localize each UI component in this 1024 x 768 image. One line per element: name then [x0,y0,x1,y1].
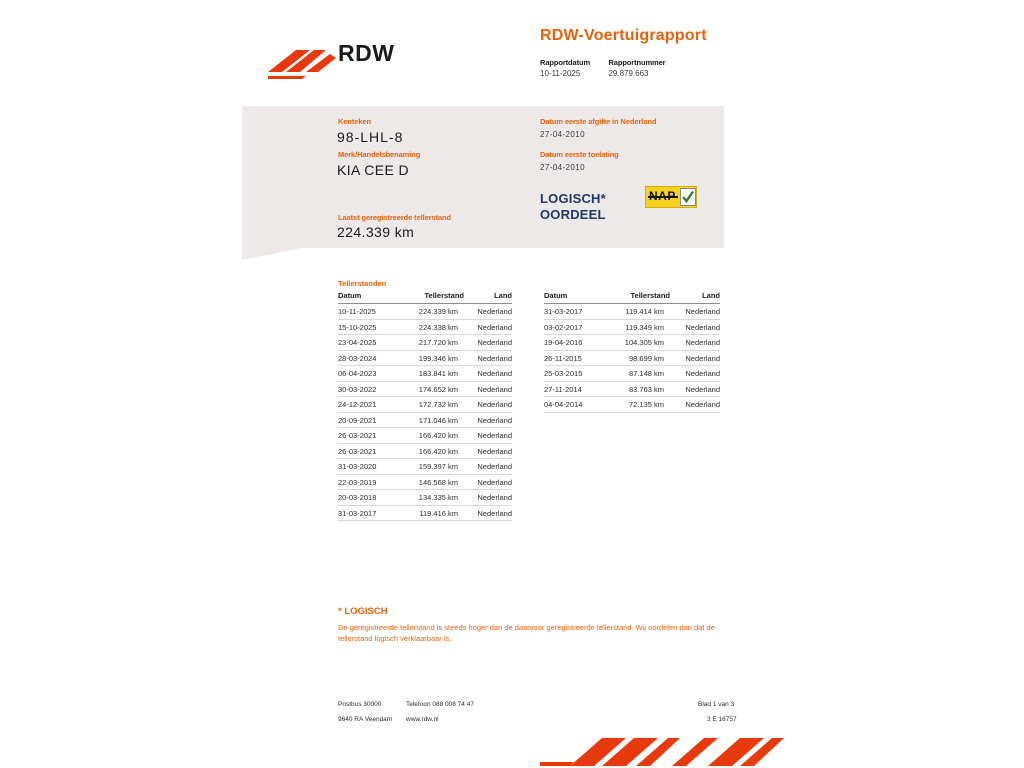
cell-datum: 19-04-2016 [544,335,602,351]
report-date-block [540,58,604,78]
cell-datum: 26-11-2015 [544,350,602,366]
cell-land: Nederland [670,319,720,335]
cell-datum: 27-11-2014 [544,381,602,397]
cell-datum: 06-04-2023 [338,366,396,382]
table-row [338,350,512,366]
cell-land: Nederland [464,443,512,459]
cell-land: Nederland [464,350,512,366]
kenteken-value: 98-LHL-8 [337,129,404,145]
column-header-land: Land [670,291,720,304]
footnote-body: De geregistreerde tellerstand is steeds hoger dan de daarvoor geregistreerde tellerstand. Wij oordelen dan dat de tellerstand logisch verklaarbaar is. [338,623,715,643]
report-number-value: 29.879.663 [608,69,649,78]
cell-datum: 31-03-2017 [338,505,396,521]
tellerstanden-table-left [338,291,512,521]
laatste-tellerstand-value: 224.339 km [337,224,415,240]
cell-datum: 23-04-2025 [338,335,396,351]
cell-datum: 31-03-2017 [544,304,602,320]
band-notch-decoration [242,248,302,260]
cell-tellerstand: 119.416 km [396,505,464,521]
nap-badge [645,186,697,208]
cell-land: Nederland [670,304,720,320]
footer-form-code: 3 E 16757 [707,716,737,723]
table-row [544,366,720,382]
vehicle-summary-band [242,106,724,248]
table-row [544,397,720,413]
brand-title: RDW [338,40,395,66]
cell-tellerstand: 224.339 km [396,304,464,320]
cell-land: Nederland [670,366,720,382]
cell-land: Nederland [670,397,720,413]
cell-tellerstand: 98.699 km [602,350,670,366]
cell-datum: 04-04-2014 [544,397,602,413]
cell-datum: 24-12-2021 [338,397,396,413]
table-row [338,490,512,506]
tellerstanden-section-title: Tellerstanden [338,279,387,288]
cell-land: Nederland [464,474,512,490]
cell-datum: 31-03-2020 [338,459,396,475]
table-row [338,505,512,521]
cell-tellerstand: 134.335 km [396,490,464,506]
column-header-land: Land [464,291,512,304]
merk-label: Merk/Handelsbenaming [338,150,421,159]
cell-tellerstand: 87.148 km [602,366,670,382]
table-row [338,397,512,413]
report-number-label: Rapportnummer [608,58,666,67]
table-row [338,428,512,444]
eerste-toelating-label: Datum eerste toelating [540,150,619,159]
table-row [544,381,720,397]
checkmark-icon [680,188,696,206]
cell-tellerstand: 119.414 km [602,304,670,320]
report-meta [540,58,760,78]
merk-value: KIA CEE D [337,162,410,178]
table-row [338,319,512,335]
cell-datum: 10-11-2025 [338,304,396,320]
cell-datum: 22-03-2019 [338,474,396,490]
cell-land: Nederland [464,335,512,351]
cell-datum: 15-10-2025 [338,319,396,335]
cell-tellerstand: 159.397 km [396,459,464,475]
cell-land: Nederland [670,350,720,366]
cell-datum: 25-03-2015 [544,366,602,382]
table-row [338,474,512,490]
report-title: RDW-Voertuigrapport [540,27,707,44]
cell-tellerstand: 146.568 km [396,474,464,490]
cell-tellerstand: 119.349 km [602,319,670,335]
rdw-arrow-logo-icon [266,46,338,80]
cell-land: Nederland [464,459,512,475]
footer-phone: Telefoon 088 008 74 47 [406,701,474,708]
cell-tellerstand: 83.763 km [602,381,670,397]
table-row [338,443,512,459]
oordeel-block [540,191,606,223]
footer-website[interactable]: www.rdw.nl [406,716,439,723]
cell-land: Nederland [464,428,512,444]
cell-land: Nederland [670,335,720,351]
cell-tellerstand: 172.732 km [396,397,464,413]
table-row [544,335,720,351]
cell-tellerstand: 171.046 km [396,412,464,428]
nap-strike-decoration [648,196,678,198]
cell-tellerstand: 166.420 km [396,428,464,444]
footnote-title: * LOGISCH [338,606,388,617]
cell-datum: 20-03-2018 [338,490,396,506]
report-date-label: Rapportdatum [540,58,591,67]
kenteken-label: Kenteken [338,117,371,126]
cell-datum: 03-02-2017 [544,319,602,335]
cell-tellerstand: 104.305 km [602,335,670,351]
column-header-datum: Datum [544,291,602,304]
cell-tellerstand: 166.420 km [396,443,464,459]
cell-tellerstand: 183.841 km [396,366,464,382]
report-date-value: 10-11-2025 [540,69,581,78]
oordeel-line-1: LOGISCH* [540,191,606,206]
oordeel-line-2: OORDEEL [540,207,606,222]
cell-tellerstand: 174.652 km [396,381,464,397]
cell-tellerstand: 224.338 km [396,319,464,335]
cell-land: Nederland [464,490,512,506]
cell-land: Nederland [464,505,512,521]
table-row [544,350,720,366]
cell-land: Nederland [464,304,512,320]
cell-land: Nederland [464,366,512,382]
cell-tellerstand: 217.720 km [396,335,464,351]
report-number-block [608,58,665,78]
footer-address-line-1: Postbus 30000 [338,701,382,708]
cell-datum: 20-09-2021 [338,412,396,428]
cell-datum: 28-03-2024 [338,350,396,366]
table-row [544,304,720,320]
tellerstanden-table-right [544,291,720,413]
cell-land: Nederland [464,412,512,428]
document-header [242,18,742,88]
table-row [338,412,512,428]
cell-land: Nederland [670,381,720,397]
table-row [338,304,512,320]
cell-land: Nederland [464,319,512,335]
cell-datum: 30-03-2022 [338,381,396,397]
eerste-afgifte-value: 27-04-2010 [540,130,585,139]
table-row [338,366,512,382]
cell-land: Nederland [464,381,512,397]
table-row [338,459,512,475]
footer-page-number: Blad 1 van 3 [698,701,735,708]
column-header-datum: Datum [338,291,396,304]
table-row [338,335,512,351]
cell-datum: 26-03-2021 [338,428,396,444]
cell-datum: 26-03-2021 [338,443,396,459]
rdw-footer-graphic-icon [540,736,800,768]
table-header-row [544,291,720,304]
column-header-tellerstand: Tellerstand [602,291,670,304]
cell-land: Nederland [464,397,512,413]
table-row [338,381,512,397]
eerste-afgifte-label: Datum eerste afgifte in Nederland [540,117,657,126]
cell-tellerstand: 72.135 km [602,397,670,413]
table-header-row [338,291,512,304]
cell-tellerstand: 199.346 km [396,350,464,366]
laatste-tellerstand-label: Laatst geregistreerde tellerstand [338,213,451,222]
footer-address-line-2: 9640 RA Veendam [338,716,393,723]
column-header-tellerstand: Tellerstand [396,291,464,304]
table-row [544,319,720,335]
eerste-toelating-value: 27-04-2010 [540,163,585,172]
